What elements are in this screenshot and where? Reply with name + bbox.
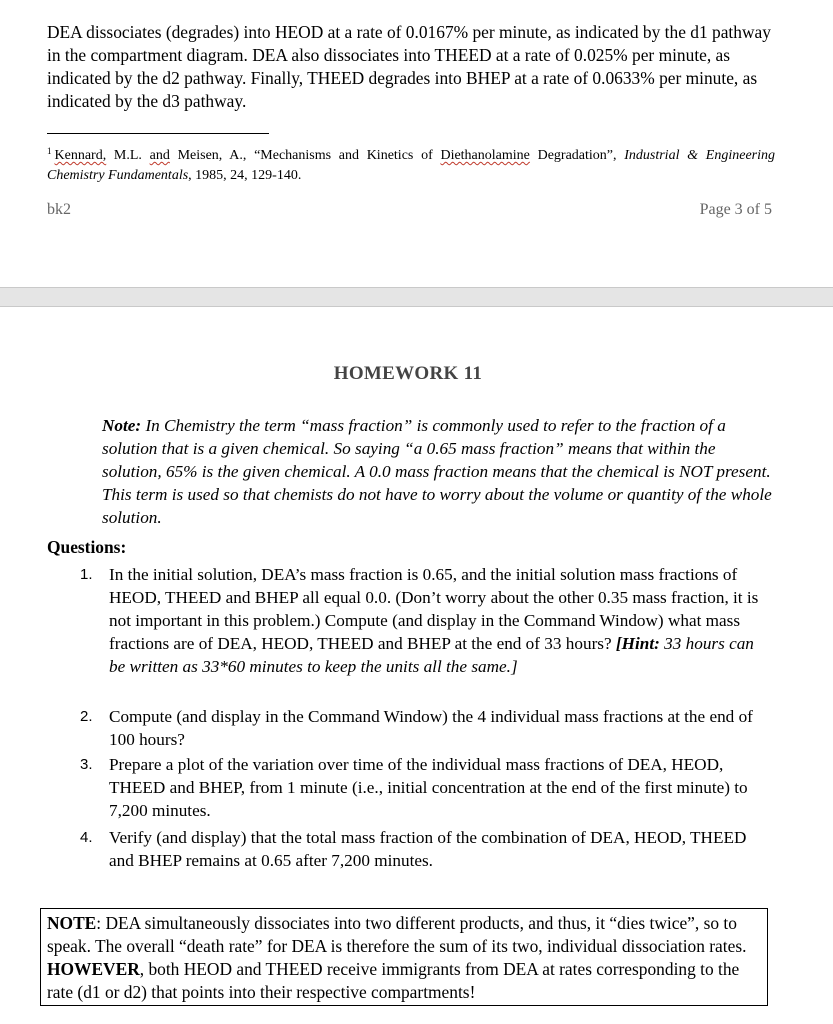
question-number: 3.: [80, 756, 93, 773]
questions-heading: Questions:: [47, 537, 127, 557]
intro-paragraph: DEA dissociates (degrades) into HEOD at a rate of 0.0167% per minute, as indicated by the d1 pathway in the compartment diagram. DEA also dissociates into THEED at a rate of 0.025% per minute, as indicated by the d2 pathway. Finally, THEED degrades into BHEP at a rate of 0.0633% per minute, as indicated by the d3 pathway.: [47, 22, 771, 111]
hint-label: Hint:: [621, 634, 660, 653]
note-label: Note:: [102, 416, 142, 435]
question-1: [80, 563, 760, 678]
note-box-label: NOTE: [47, 913, 97, 933]
note-text: In Chemistry the term “mass fraction” is commonly used to refer to the fraction of a solution that is a given chemical. So saying “a 0.65 mass fraction” means that within the solution, 65% is the given chemical. A 0.0 mass fraction means that the chemical is NOT present. This term is used so that chemists do not have to worry about the volume or quantity of the whole solution.: [102, 416, 772, 527]
footnote-text-3: Degradation”,: [529, 148, 625, 163]
question-text: Compute (and display in the Command Window) the 4 individual mass fractions at the end of 100 hours?: [109, 707, 753, 749]
hint-text: 33 hours can be written as 33*60 minutes to keep the units all the same.]: [109, 634, 754, 676]
question-number: 2.: [80, 708, 93, 725]
footnote-author-kennard: Kennard,: [54, 148, 107, 163]
footnote-journal: Industrial & Engineering Chemistry Fundamentals: [47, 148, 775, 183]
question-3: [80, 753, 760, 822]
note-box-text-2: , both HEOD and THEED receive immigrants from DEA at rates corresponding to the rate (d1 or d2) that points into their respective compartments!: [47, 959, 740, 1002]
question-number: 4.: [80, 829, 93, 846]
question-text: Verify (and display) that the total mass fraction of the combination of DEA, HEOD, THEED and BHEP remains at 0.65 after 7,200 minutes.: [109, 828, 747, 870]
note-paragraph: [102, 414, 774, 529]
question-text: In the initial solution, DEA’s mass fraction is 0.65, and the initial solution mass fractions of HEOD, THEED and BHEP all equal 0.0. (Don’t worry about the other 0.35 mass fraction, it is not important in this problem.) Compute (and display in the Command Window) what mass fractions are of DEA, HEOD, THEED and BHEP at the end of 33 hours?: [109, 565, 759, 653]
footnote-marker: 1: [47, 146, 52, 156]
page-number: Page 3 of 5: [699, 201, 772, 218]
footnote-text-2: Meisen, A., “Mechanisms and Kinetics of: [169, 148, 441, 163]
footnote-separator: [47, 133, 269, 134]
page-break: [0, 287, 833, 307]
page-footer-left: bk2: [47, 201, 71, 218]
page-title: HOMEWORK 11: [333, 363, 483, 384]
footnote-tail: , 1985, 24, 129-140.: [188, 167, 302, 183]
question-text: Prepare a plot of the variation over time of the individual mass fractions of DEA, HEOD, THEED and BHEP, from 1 minute (i.e., initial concentration at the end of the first minute) to 7,200 minutes.: [109, 755, 748, 820]
footnote: [47, 142, 775, 185]
hint-open: [: [615, 634, 622, 653]
question-number: 1.: [80, 566, 93, 583]
question-4: [80, 826, 760, 872]
note-box-however: HOWEVER: [47, 959, 140, 979]
note-box-text-1: : DEA simultaneously dissociates into two different products, and thus, it “dies twice”, so to speak. The overall “death rate” for DEA is therefore the sum of its two, individual dissociation rates.: [47, 913, 747, 956]
footnote-term: Diethanolamine: [440, 148, 530, 163]
footnote-and: and: [149, 148, 170, 163]
note-box-text: [47, 912, 762, 1004]
question-2: [80, 705, 760, 751]
footnote-text-1: M.L.: [106, 148, 150, 163]
